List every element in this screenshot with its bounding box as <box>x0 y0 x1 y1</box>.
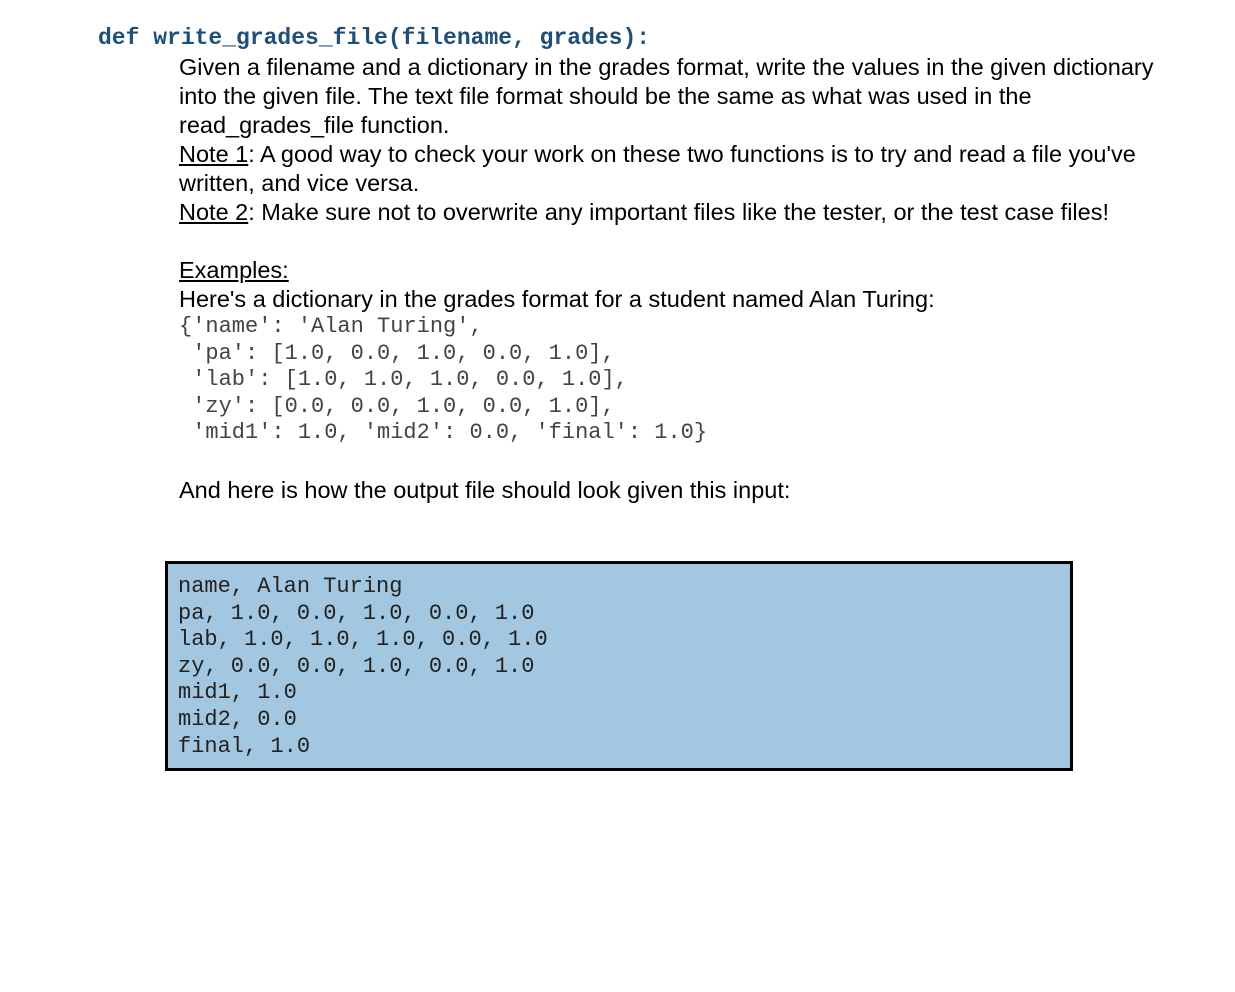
output-line: zy, 0.0, 0.0, 1.0, 0.0, 1.0 <box>178 653 535 679</box>
output-line: pa, 1.0, 0.0, 1.0, 0.0, 1.0 <box>178 600 535 626</box>
output-intro: And here is how the output file should look given this input: <box>179 476 791 503</box>
example-intro: Here's a dictionary in the grades format for a student named Alan Turing: <box>179 286 935 312</box>
output-line: name, Alan Turing <box>178 574 403 599</box>
function-signature: def write_grades_file(filename, grades): <box>98 25 651 51</box>
example-dictionary <box>179 314 1159 447</box>
function-description <box>179 53 1159 505</box>
dict-line: 'zy': [0.0, 0.0, 1.0, 0.0, 1.0], <box>179 393 615 419</box>
examples-heading: Examples: <box>179 257 289 283</box>
dict-line: 'pa': [1.0, 0.0, 1.0, 0.0, 1.0], <box>179 340 615 366</box>
spacer <box>179 447 1159 476</box>
note-1 <box>179 140 1159 198</box>
note-1-text: : A good way to check your work on these two functions is to try and read a file you've written, and vice versa. <box>179 141 1136 196</box>
note-2-text: : Make sure not to overwrite any important files like the tester, or the test case files! <box>248 199 1109 225</box>
output-line: mid2, 0.0 <box>178 706 297 732</box>
output-file-box <box>165 561 1073 771</box>
output-line: mid1, 1.0 <box>178 680 297 706</box>
dict-line: 'lab': [1.0, 1.0, 1.0, 0.0, 1.0], <box>179 367 628 393</box>
note-1-label: Note 1 <box>179 141 249 167</box>
output-file-content <box>168 564 1070 760</box>
output-line: final, 1.0 <box>178 733 311 759</box>
dict-line: {'name': 'Alan Turing', <box>179 314 483 339</box>
note-2 <box>179 198 1159 227</box>
spacer <box>179 227 1159 256</box>
dict-line: 'mid1': 1.0, 'mid2': 0.0, 'final': 1.0} <box>179 420 708 446</box>
output-line: lab, 1.0, 1.0, 1.0, 0.0, 1.0 <box>178 627 548 653</box>
note-2-label: Note 2 <box>179 199 249 225</box>
description-paragraph: Given a filename and a dictionary in the grades format, write the values in the given dictionary into the given file. The text file format should be the same as what was used in the read_grades_file function. <box>179 54 1154 138</box>
